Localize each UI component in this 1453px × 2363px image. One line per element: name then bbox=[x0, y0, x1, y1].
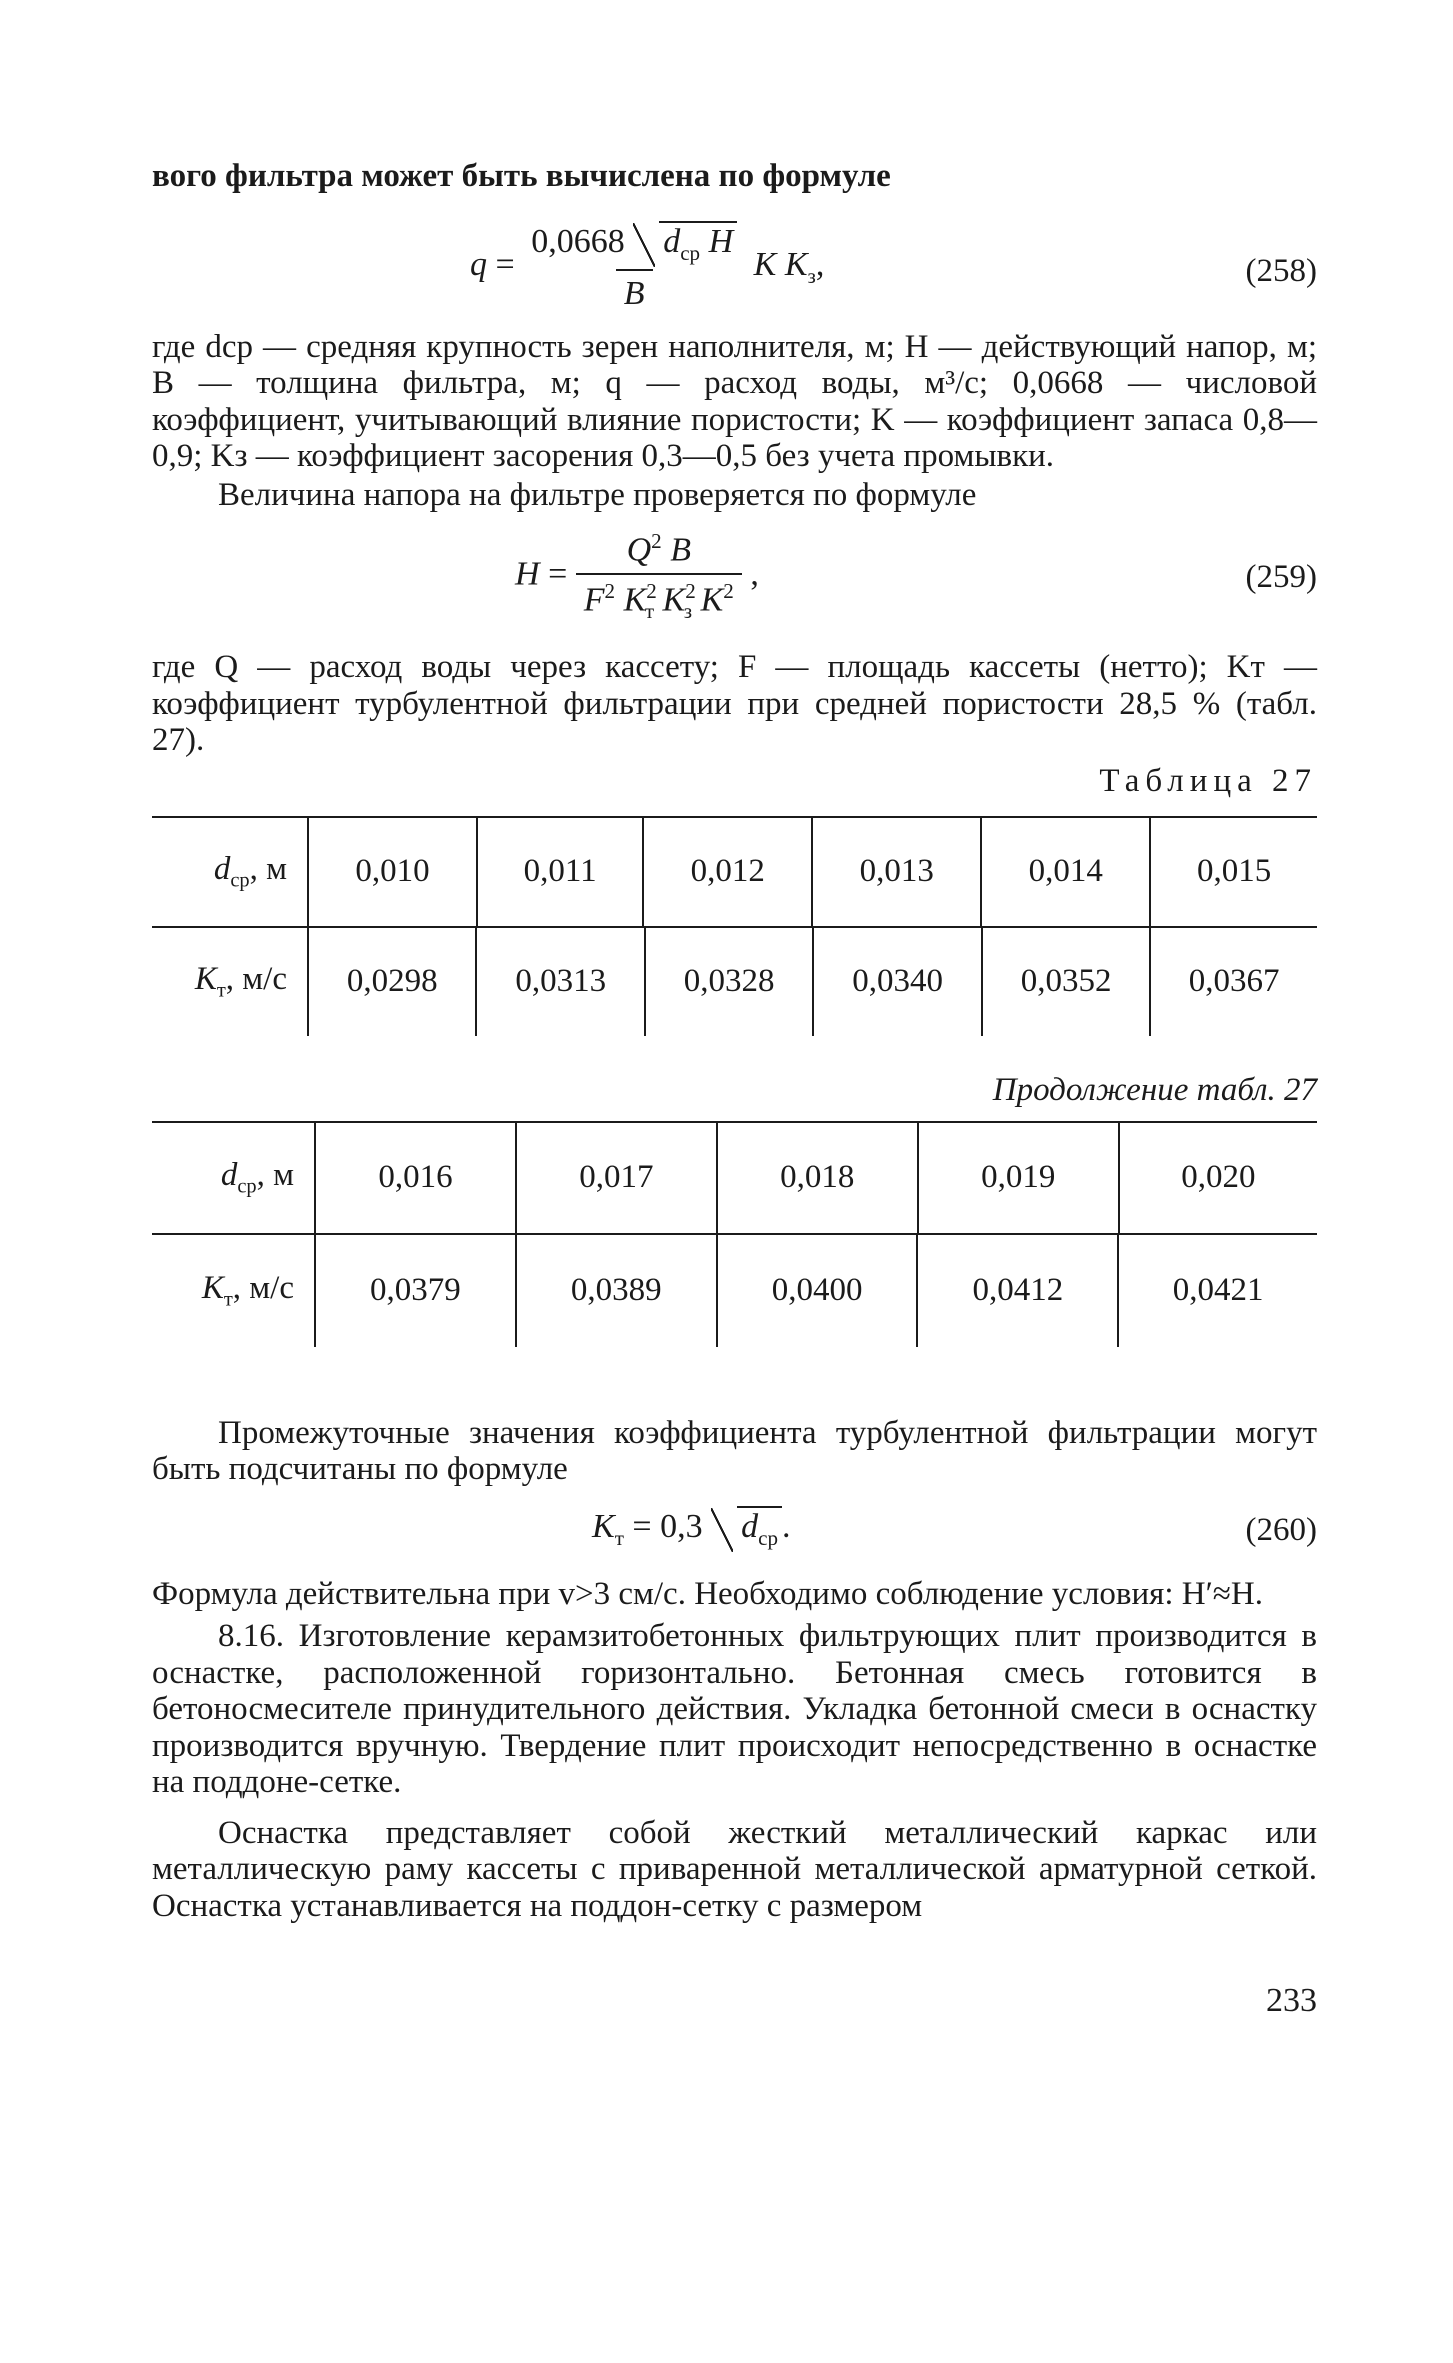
formula-259-comma: , bbox=[750, 555, 759, 593]
formula-258-sub-z: з bbox=[807, 263, 816, 288]
table-27-continuation bbox=[152, 1123, 1317, 1233]
sqrt-symbol bbox=[633, 221, 737, 266]
formula-258-eq: = bbox=[495, 245, 515, 283]
formula-259-Q: Q bbox=[626, 531, 652, 569]
formula-259-sup: 2 bbox=[604, 579, 616, 604]
head-check-paragraph: Величина напора на фильтре проверяется по формуле bbox=[218, 476, 977, 513]
formula-258-coef: 0,0668 bbox=[531, 222, 625, 260]
table-cell: 0,0367 bbox=[1150, 928, 1317, 1036]
osnastka-paragraph: Оснастка представляет собой жесткий металлический каркас или металлическую раму кассеты с приваренной металлической арматурной сеткой. Оснастка устанавливается на поддон-сетку с размером bbox=[152, 1814, 1317, 1924]
where-258-paragraph: где dср — средняя крупность зерен наполнителя, м; H — действующий напор, м; B — толщина фильтра, м; q — расход воды, м³/с; 0,0668 — числовой коэффициент, учитывающий влияние пористости; K — коэффициент запаса 0,8—0,9; Kз — коэффициент засорения 0,3—0,5 без учета промывки. bbox=[152, 328, 1317, 474]
table-27-caption: Таблица 27 bbox=[1099, 762, 1317, 799]
table-row bbox=[152, 1123, 1317, 1233]
formula-258-q: q bbox=[470, 245, 487, 283]
table-27 bbox=[152, 818, 1317, 926]
table-row bbox=[152, 818, 1317, 926]
table-row bbox=[152, 1235, 1317, 1347]
formula-259-sup: 2 bbox=[685, 579, 696, 604]
formula-259-B: B bbox=[661, 531, 691, 569]
formula-number-258: (258) bbox=[1245, 252, 1317, 289]
table-cell: $K_т$, м/с bbox=[194, 960, 287, 1002]
page-number: 233 bbox=[1266, 1982, 1317, 2019]
table-cell: 0,010 bbox=[308, 818, 477, 926]
table-cell: $d_{ср}$, м bbox=[213, 850, 287, 892]
sqrt-symbol bbox=[711, 1506, 782, 1551]
table-cell: $K_т$, м/с bbox=[201, 1269, 294, 1311]
table-cell: 0,0340 bbox=[813, 928, 981, 1036]
formula-259-Kt: K bbox=[623, 581, 647, 619]
validity-paragraph: Формула действительна при v>3 см/с. Необходимо соблюдение условия: H′≈H. bbox=[152, 1575, 1263, 1612]
formula-number-259: (259) bbox=[1245, 559, 1317, 595]
table-27-continuation-caption: Продолжение табл. 27 bbox=[992, 1071, 1317, 1108]
formula-260-sub-cp: ср bbox=[758, 1525, 778, 1550]
formula-number-260: (260) bbox=[1245, 1511, 1317, 1548]
page bbox=[152, 140, 1317, 2020]
table-cell: 0,014 bbox=[981, 818, 1150, 926]
formula-258 bbox=[152, 201, 1317, 311]
table-row bbox=[152, 928, 1317, 1036]
formula-258-sub-cp: ср bbox=[680, 240, 701, 265]
formula-260-sub-t: т bbox=[614, 1525, 624, 1550]
section-8-16-paragraph: 8.16. Изготовление керамзитобетонных фильтрующих плит производится в оснастке, расположенной горизонтально. Бетонная смесь готовится в бетоносмесителе принудительного действия. Укладка бетонной смеси в оснастку производится вручную. Твердение плит происходит непосредственно в оснастке на поддоне-сетке. bbox=[152, 1618, 1317, 1800]
table-27-row2 bbox=[152, 928, 1317, 1036]
formula-259-K: K bbox=[700, 581, 724, 619]
table-cell: $d_{ср}$, м bbox=[220, 1156, 294, 1198]
formula-258-d: d bbox=[663, 222, 681, 260]
formula-260 bbox=[152, 1498, 1317, 1570]
formula-259-sup: 2 bbox=[646, 579, 657, 604]
formula-259-Kz: K bbox=[662, 581, 686, 619]
formula-260-period: . bbox=[782, 1507, 791, 1545]
formula-258-H: H bbox=[708, 222, 734, 260]
where-259-paragraph: где Q — расход воды через кассету; F — площадь кассеты (нетто); Kт — коэффициент турбулентной фильтрации при средней пористости 28,5 % (табл. 27). bbox=[152, 649, 1317, 758]
table-cell: 0,020 bbox=[1119, 1123, 1317, 1233]
table-cell: 0,018 bbox=[717, 1123, 918, 1233]
intermediate-paragraph: Промежуточные значения коэффициента турбулентной фильтрации могут быть подсчитаны по формуле bbox=[152, 1414, 1317, 1487]
table-cell: 0,016 bbox=[315, 1123, 516, 1233]
formula-259-F: F bbox=[583, 581, 605, 619]
table-cell: 0,0389 bbox=[516, 1235, 717, 1347]
formula-258-fraction bbox=[523, 221, 745, 314]
formula-260-eq: = 0,3 bbox=[623, 1507, 703, 1545]
intro-paragraph: вого фильтра может быть вычислена по формуле bbox=[152, 158, 891, 194]
table-cell: 0,017 bbox=[516, 1123, 717, 1233]
table-27-continuation-row2 bbox=[152, 1235, 1317, 1347]
formula-260-d: d bbox=[741, 1507, 759, 1545]
table-cell: 0,019 bbox=[918, 1123, 1119, 1233]
table-cell: 0,0421 bbox=[1118, 1235, 1317, 1347]
table-cell: 0,0412 bbox=[917, 1235, 1118, 1347]
table-cell: 0,012 bbox=[643, 818, 812, 926]
formula-258-comma: , bbox=[815, 245, 825, 283]
table-cell: 0,013 bbox=[812, 818, 981, 926]
table-cell: 0,0379 bbox=[315, 1235, 516, 1347]
table-cell: 0,0400 bbox=[717, 1235, 918, 1347]
table-cell: 0,0352 bbox=[982, 928, 1150, 1036]
formula-259-sup: 2 bbox=[651, 529, 662, 553]
formula-258-KK: K K bbox=[753, 245, 808, 283]
formula-259-sub-z: з bbox=[683, 599, 693, 624]
formula-259-sub-t: т bbox=[644, 599, 655, 624]
formula-259-sup: 2 bbox=[723, 579, 734, 604]
formula-259-H: H bbox=[515, 555, 540, 593]
formula-259 bbox=[152, 521, 1317, 631]
table-cell: 0,015 bbox=[1150, 818, 1317, 926]
formula-260-K: K bbox=[592, 1507, 615, 1545]
table-cell: 0,0298 bbox=[308, 928, 476, 1036]
table-cell: 0,0328 bbox=[645, 928, 813, 1036]
table-cell: 0,0313 bbox=[476, 928, 644, 1036]
formula-258-B: B bbox=[616, 269, 653, 313]
formula-259-eq: = bbox=[548, 555, 568, 593]
formula-259-fraction bbox=[576, 529, 742, 624]
table-cell: 0,011 bbox=[477, 818, 643, 926]
